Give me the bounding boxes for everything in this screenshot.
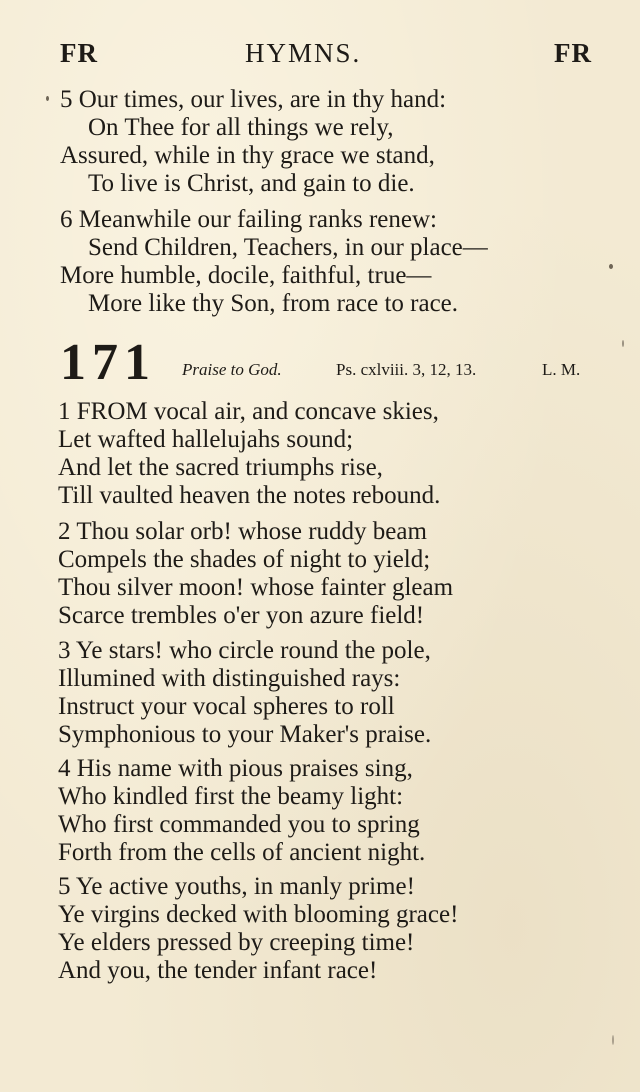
stanza-line: Instruct your vocal spheres to roll [58,693,395,720]
stanza-line [58,518,427,546]
stanza-line: More humble, docile, faithful, true— [60,262,432,289]
running-head-left: FR [60,38,98,68]
running-head [0,38,640,72]
stanza-text: Meanwhile our failing ranks renew: [78,206,437,233]
ink-speck [46,96,49,101]
stanza-line: And you, the tender infant race! [58,957,378,984]
scripture-reference: Ps. cxlviii. 3, 12, 13. [336,360,477,379]
stanza-line [60,86,446,114]
stanza-text: Ye stars! who circle round the pole, [75,637,431,664]
stanza-number: 2 [58,518,71,545]
hymn-number: 171 [60,334,156,391]
stanza-line [58,873,415,901]
stanza-line: Who kindled first the beamy light: [58,783,404,810]
stanza-line: To live is Christ, and gain to die. [88,170,415,197]
stanza-line: More like thy Son, from race to race. [88,290,459,317]
stanza-line: Forth from the cells of ancient night. [58,839,426,866]
running-head-title: HYMNS. [245,38,362,68]
stanza-line: Ye elders pressed by creeping time! [58,929,415,956]
stanza-text: Ye active youths, in manly prime! [75,873,415,900]
stanza-line: And let the sacred triumphs rise, [58,454,383,481]
stanza-line [58,398,439,426]
stanza-number: 4 [58,755,71,782]
hymn-heading [60,334,600,391]
stanza-line [60,206,437,234]
stanza-line [58,637,431,665]
stanza-text: Our times, our lives, are in thy hand: [78,86,447,113]
hymn-meter: L. M. [542,360,581,379]
ink-speck [609,264,613,269]
stanza-text: His name with pious praises sing, [76,755,413,782]
stanza-number: 5 [58,873,71,900]
stanza-number: 3 [58,637,71,664]
stanza-line: Compels the shades of night to yield; [58,546,431,573]
stanza-number: 6 [60,206,73,233]
stanza-line: Send Children, Teachers, in our place— [88,234,488,261]
stanza-line: Scarce trembles o'er yon azure field! [58,602,425,629]
stanza-line [58,755,413,783]
hymn-title: Praise to God. [182,360,282,379]
stanza-line: Let wafted hallelujahs sound; [58,426,354,453]
stanza-line: Assured, while in thy grace we stand, [60,142,435,169]
stanza-line: Thou silver moon! whose fainter gleam [58,574,454,601]
ink-speck [612,1035,614,1045]
stanza-line: Till vaulted heaven the notes rebound. [58,482,441,509]
stanza-number: 5 [60,86,73,113]
stanza-line: Illumined with distinguished rays: [58,665,401,692]
running-head-right: FR [554,38,592,68]
stanza-line: Ye virgins decked with blooming grace! [58,901,459,928]
stanza-line: Who first commanded you to spring [58,811,420,838]
ink-speck [622,340,624,347]
stanza-line: On Thee for all things we rely, [88,114,394,141]
stanza-line: Symphonious to your Maker's praise. [58,721,432,748]
stanza-text: Thou solar orb! whose ruddy beam [76,518,427,545]
stanza-text: FROM vocal air, and concave skies, [76,398,439,425]
stanza-number: 1 [58,398,71,425]
